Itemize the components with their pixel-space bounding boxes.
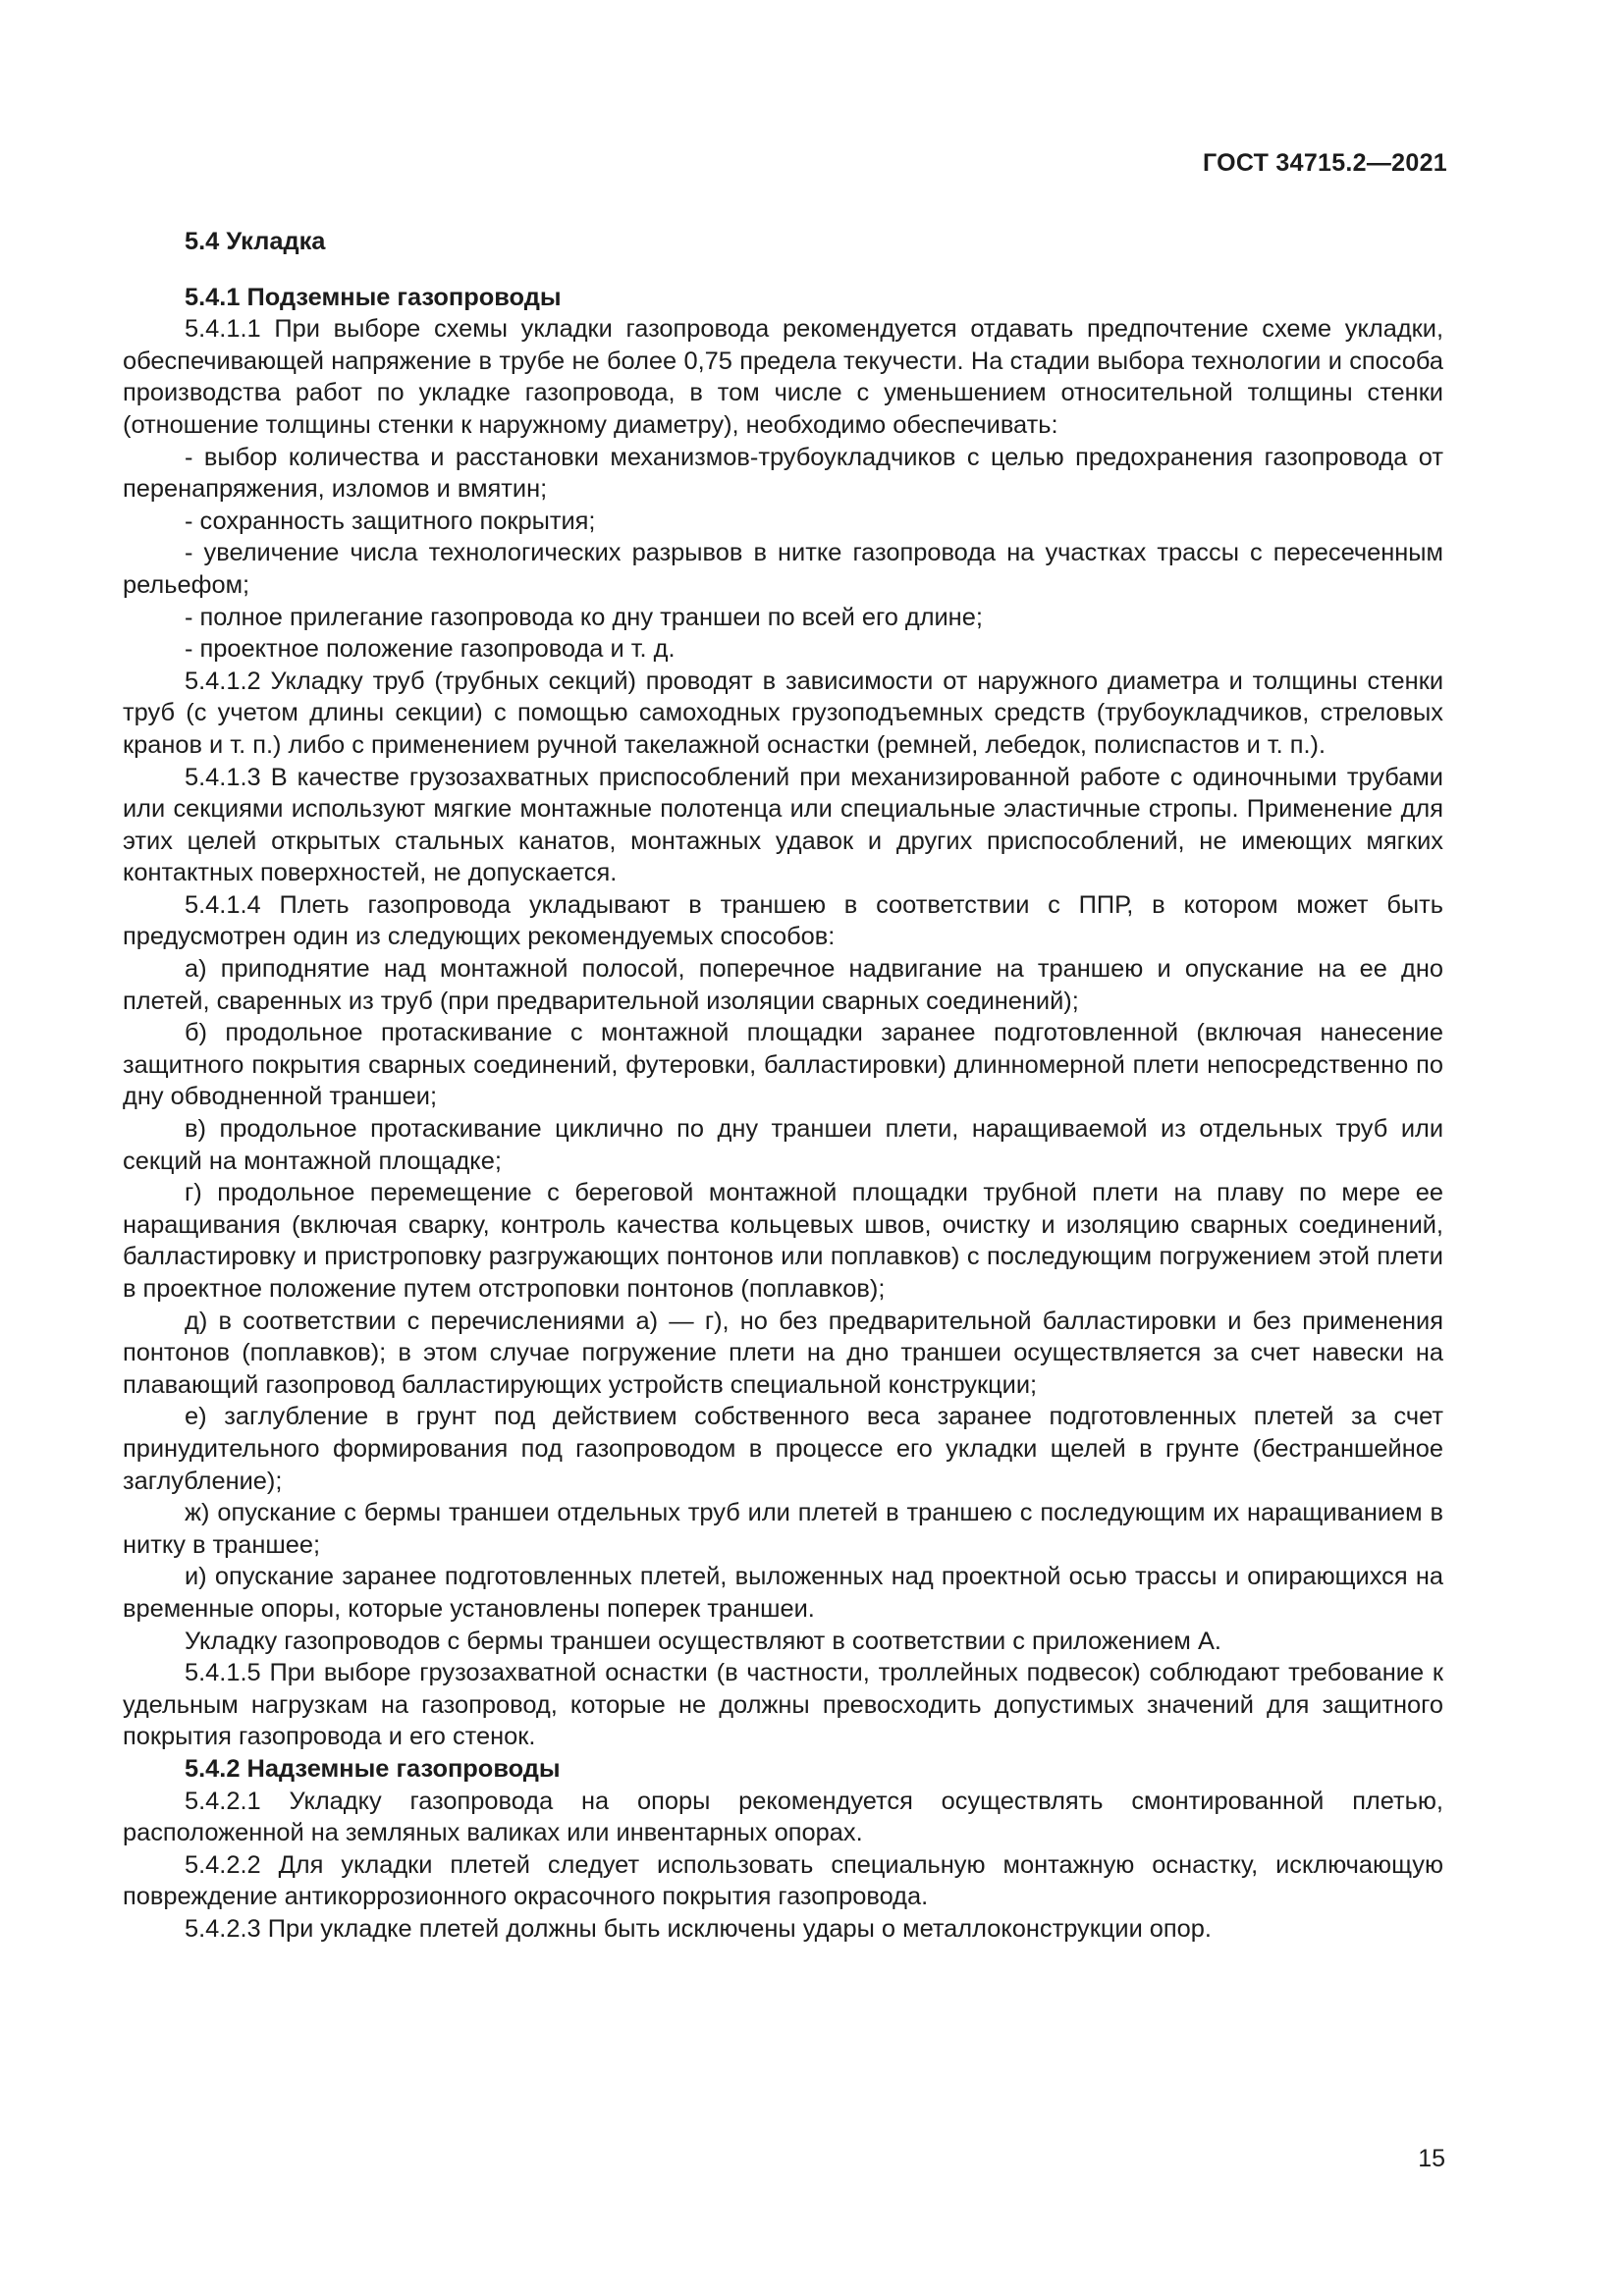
list-item: д) в соответствии с перечислениями а) — г), но без предварительной балластировки и без применения понтонов (поплавков); в этом случае погружение плети на дно траншеи осуществляется за счет навески на плавающий газопровод балластирующих устройств специальной конструкции; <box>123 1307 1443 1399</box>
paragraph: 5.4.1.4 Плеть газопровода укладывают в траншею в соответствии с ППР, в котором может быть предусмотрен один из следующих рекомендуемых способов: <box>123 890 1443 951</box>
paragraph: 5.4.1.1 При выборе схемы укладки газопровода рекомендуется отдавать предпочтение схеме укладки, обеспечивающей напряжение в трубе не более 0,75 предела текучести. На стадии выбора технологии и способа производства работ по укладке газопровода, в том числе с уменьшением относительной толщины стенки (отношение толщины стенки к наружному диаметру), необходимо обеспечивать: <box>123 315 1443 439</box>
list-item: а) приподнятие над монтажной полосой, поперечное надвигание на траншею и опускание на ее дно плетей, сваренных из труб (при предварительной изоляции сварных соединений); <box>123 955 1443 1015</box>
paragraph: 5.4.2.3 При укладке плетей должны быть исключены удары о металлоконструкции опор. <box>185 1914 1212 1943</box>
list-item: - сохранность защитного покрытия; <box>185 507 596 535</box>
subsection-heading: 5.4.2 Надземные газопроводы <box>185 1754 561 1783</box>
list-item: г) продольное перемещение с береговой монтажной площадки трубной плети на плаву по мере ее наращивания (включая сварку, контроль качества кольцевых швов, очистку и изоляцию сварных соединений, балластировку и пристроповку разгружающих понтонов или поплавков) с последующим погружением этой плети в проектное положение путем отстроповки понтонов (поплавков); <box>123 1179 1443 1303</box>
subsection-heading: 5.4.1 Подземные газопроводы <box>185 283 562 311</box>
list-item: - увеличение числа технологических разрывов в нитке газопровода на участках трассы с пересеченным рельефом; <box>123 539 1443 599</box>
list-item: - выбор количества и расстановки механизмов-трубоукладчиков с целью предохранения газопровода от перенапряжения, изломов и вмятин; <box>123 443 1443 504</box>
paragraph: 5.4.1.2 Укладку труб (трубных секций) проводят в зависимости от наружного диаметра и толщины стенки труб (с учетом длины секции) с помощью самоходных грузоподъемных средств (трубоукладчиков, стреловых кранов и т. п.) либо с применением ручной такелажной оснастки (ремней, лебедок, полиспастов и т. п.). <box>123 667 1443 759</box>
paragraph: 5.4.1.5 При выборе грузозахватной оснастки (в частности, троллейных подвесок) соблюдают требование к удельным нагрузкам на газопровод, которые не должны превосходить допустимых значений для защитного покрытия газопровода и его стенок. <box>123 1659 1443 1751</box>
paragraph: 5.4.1.3 В качестве грузозахватных приспособлений при механизированной работе с одиночными трубами или секциями используют мягкие монтажные полотенца или специальные эластичные стропы. Применение для этих целей открытых стальных канатов, монтажных удавок и других приспособлений, не имеющих мягких контактных поверхностей, не допускается. <box>123 763 1443 887</box>
page-number: 15 <box>1418 2145 1445 2172</box>
paragraph: 5.4.2.1 Укладку газопровода на опоры рекомендуется осуществлять смонтированной плетью, расположенной на земляных валиках или инвентарных опорах. <box>123 1787 1443 1847</box>
document-body <box>123 226 1443 1945</box>
list-item: ж) опускание с бермы траншеи отдельных труб или плетей в траншею с последующим их наращиванием в нитку в траншее; <box>123 1499 1443 1559</box>
list-item: б) продольное протаскивание с монтажной площадки заранее подготовленной (включая нанесение защитного покрытия сварных соединений, футеровки, балластировки) длинномерной плети непосредственно по дну обводненной траншеи; <box>123 1019 1443 1111</box>
paragraph: Укладку газопроводов с бермы траншеи осуществляют в соответствии с приложением А. <box>185 1627 1221 1655</box>
list-item: е) заглубление в грунт под действием собственного веса заранее подготовленных плетей за счет принудительного формирования под газопроводом в процессе его укладки щелей в грунте (бестраншейное заглубление); <box>123 1403 1443 1495</box>
list-item: - проектное положение газопровода и т. д. <box>185 635 676 664</box>
list-item: - полное прилегание газопровода ко дну траншеи по всей его длине; <box>185 603 983 631</box>
paragraph: 5.4.2.2 Для укладки плетей следует использовать специальную монтажную оснастку, исключающую повреждение антикоррозионного окрасочного покрытия газопровода. <box>123 1850 1443 1911</box>
list-item: в) продольное протаскивание циклично по дну траншеи плети, наращиваемой из отдельных труб или секций на монтажной площадке; <box>123 1115 1443 1175</box>
document-code: ГОСТ 34715.2—2021 <box>1202 149 1447 177</box>
list-item: и) опускание заранее подготовленных плетей, выложенных над проектной осью трассы и опирающихся на временные опоры, которые установлены поперек траншеи. <box>123 1563 1443 1623</box>
section-heading: 5.4 Укладка <box>185 228 326 255</box>
